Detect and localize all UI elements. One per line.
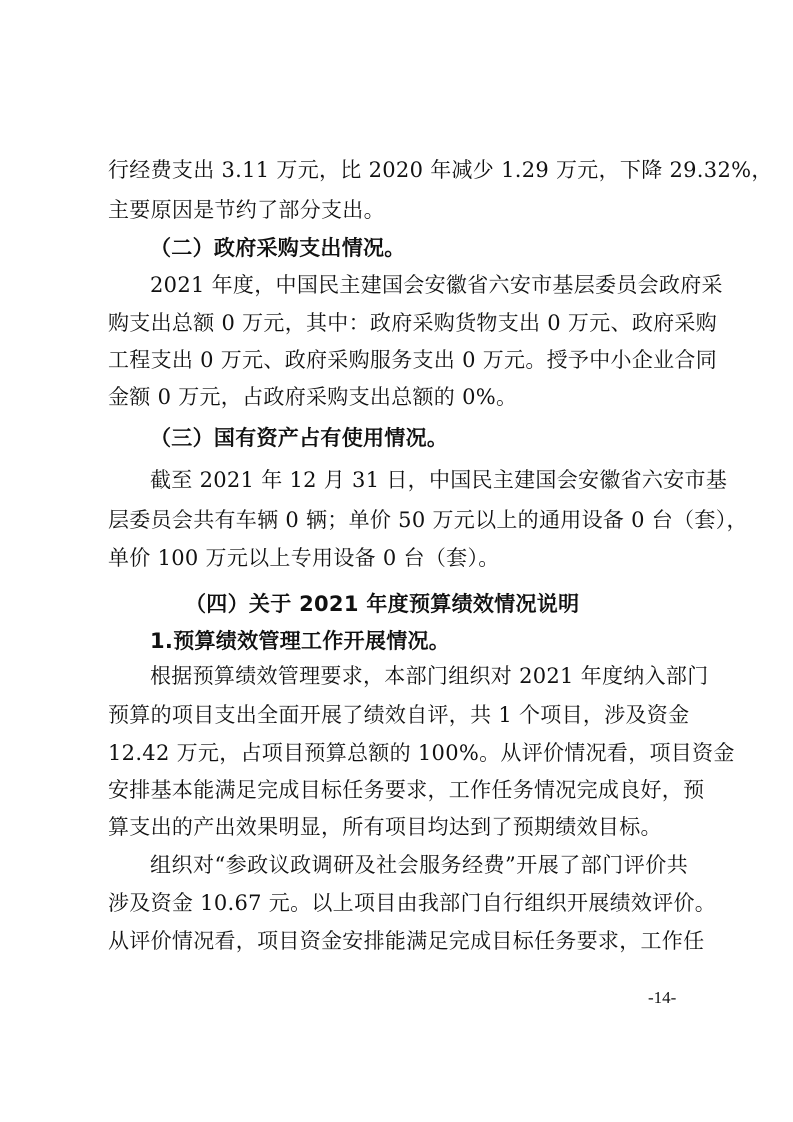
body-line: 12.42 万元，占项目预算总额的 100%。从评价情况看，项目资金 xyxy=(108,741,735,765)
body-line: 组织对“参政议政调研及社会服务经费”开展了部门评价共 xyxy=(150,853,688,877)
page-number: -14- xyxy=(648,988,677,1007)
body-line: 涉及资金 10.67 元。以上项目由我部门自行组织开展绩效评价。 xyxy=(108,891,717,915)
body-line: 截至 2021 年 12 月 31 日，中国民主建国会安徽省六安市基 xyxy=(150,468,728,492)
body-line: 预算的项目支出全面开展了绩效自评，共 1 个项目，涉及资金 xyxy=(108,703,690,727)
body-line: 从评价情况看，项目资金安排能满足完成目标任务要求，工作任 xyxy=(108,929,705,953)
body-line: 行经费支出 3.11 万元，比 2020 年减少 1.29 万元，下降 29.32%， xyxy=(108,158,773,182)
body-line: 金额 0 万元，占政府采购支出总额的 0%。 xyxy=(108,385,518,409)
body-line: 安排基本能满足完成目标任务要求，工作任务情况完成良好，预 xyxy=(108,778,705,802)
section-heading: （四）关于 2021 年度预算绩效情况说明 xyxy=(185,592,580,616)
body-line: 2021 年度，中国民主建国会安徽省六安市基层委员会政府采 xyxy=(150,273,723,297)
body-line: 单价 100 万元以上专用设备 0 台（套）。 xyxy=(108,546,500,570)
body-line: 购支出总额 0 万元，其中：政府采购货物支出 0 万元、政府采购 xyxy=(108,311,718,335)
body-line: 工程支出 0 万元、政府采购服务支出 0 万元。授予中小企业合同 xyxy=(108,348,718,372)
body-line: 主要原因是节约了部分支出。 xyxy=(108,198,385,222)
section-heading: （三）国有资产占有使用情况。 xyxy=(150,426,449,450)
body-line: 层委员会共有车辆 0 辆；单价 50 万元以上的通用设备 0 台（套）， xyxy=(108,508,748,532)
body-line: 算支出的产出效果明显，所有项目均达到了预期绩效目标。 xyxy=(108,815,662,839)
body-line: 根据预算绩效管理要求，本部门组织对 2021 年度纳入部门 xyxy=(150,664,709,688)
section-heading: （二）政府采购支出情况。 xyxy=(150,236,406,260)
subsection-heading: 1.预算绩效管理工作开展情况。 xyxy=(150,629,451,653)
